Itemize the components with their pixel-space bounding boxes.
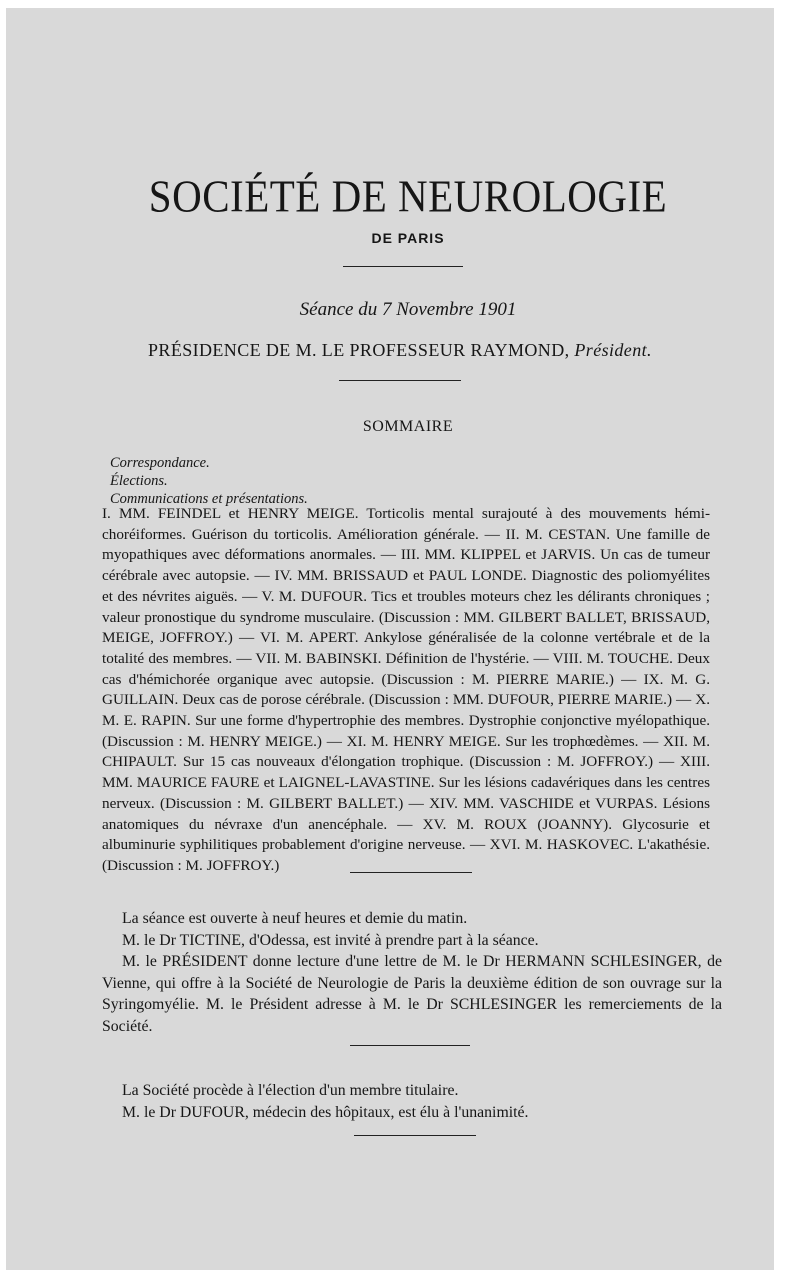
divider <box>343 266 463 267</box>
sommaire-list <box>110 454 722 508</box>
page <box>6 8 774 1270</box>
divider <box>339 380 461 381</box>
paragraph: M. le Dr TICTINE, d'Odessa, est invité à prendre part à la séance. <box>122 931 539 949</box>
paragraph: M. le Dr DUFOUR, médecin des hôpitaux, est élu à l'unanimité. <box>122 1103 529 1121</box>
paragraph: La Société procède à l'élection d'un membre titulaire. <box>122 1082 459 1099</box>
seance-date: Séance du 7 Novembre 1901 <box>299 299 517 320</box>
sommaire-item: Élections. <box>110 473 168 489</box>
divider <box>354 1135 476 1136</box>
presidence-prefix: PRÉSIDENCE DE M. LE PROFESSEUR RAYMOND, <box>148 340 570 360</box>
presidence-role: Président. <box>574 340 652 360</box>
divider <box>350 1045 470 1046</box>
presidence-line <box>148 340 708 361</box>
divider <box>350 872 472 873</box>
sommaire-text: I. MM. FEINDEL et HENRY MEIGE. Torticolis mental surajouté à des mouvements hémi-choréiformes. Guérison du torticolis. Amélioration générale. — II. M. CESTAN. Une famille de myopathiques avec déformations anormales. — III. MM. KLIPPEL et JARVIS. Un cas de tumeur cérébrale avec autopsie. — IV. MM. BRISSAUD et PAUL LONDE. Diagnostic des poliomyélites et des névrites aiguës. — V. M. DUFOUR. Tics et troubles moteurs chez les délirants chroniques ; valeur pronostique du syndrome musculaire. (Discussion : MM. GILBERT BALLET, BRISSAUD, MEIGE, JOFFROY.) — VI. M. APERT. Ankylose généralisée de la colonne vertébrale et de la totalité des membres. — VII. M. BABINSKI. Définition de l'hystérie. — VIII. M. TOUCHE. Deux cas d'hémichorée organique avec autopsie. (Discussion : M. PIERRE MARIE.) — IX. M. G. GUILLAIN. Deux cas de porose cérébrale. (Discussion : MM. DUFOUR, PIERRE MARIE.) — X. M. E. RAPIN. Sur une forme d'hypertrophie des membres. Dystrophie conjonctive myélopathique. (Discussion : M. HENRY MEIGE.) — XI. M. HENRY MEIGE. Sur les trophœdèmes. — XII. M. CHIPAULT. Sur 15 cas nouveaux d'élongation trophique. (Discussion : M. JOFFROY.) — XIII. MM. MAURICE FAURE et LAIGNEL-LAVASTINE. Sur les lésions cadavériques dans les centres nerveux. (Discussion : M. GILBERT BALLET.) — XIV. MM. VASCHIDE et VURPAS. Lésions anatomiques du névraxe d'un anencéphale. — XV. M. ROUX (JOANNY). Glycosurie et albuminurie syphilitiques probablement d'origine nerveuse. — XVI. M. HASKOVEC. L'akathésie. (Discussion : M. JOFFROY.) <box>102 505 710 874</box>
society-title: SOCIÉTÉ DE NEUROLOGIE <box>148 170 668 222</box>
seance-opening <box>102 908 722 1037</box>
paragraph: M. le PRÉSIDENT donne lecture d'une lettre de M. le Dr HERMANN SCHLESINGER, de Vienne, qui offre à la Société de Neurologie de Paris la deuxième édition de son ouvrage sur la Syringomyélie. M. le Président adresse à M. le Dr SCHLESINGER les remerciements de la Société. <box>102 953 722 1035</box>
sommaire-heading: SOMMAIRE <box>362 418 454 435</box>
sommaire-item: Correspondance. <box>110 455 210 471</box>
sommaire-item: Communications et présentations. <box>110 491 308 507</box>
election-section <box>102 1080 722 1123</box>
paragraph: La séance est ouverte à neuf heures et demie du matin. <box>122 910 468 927</box>
society-subtitle: DE PARIS <box>371 230 445 246</box>
